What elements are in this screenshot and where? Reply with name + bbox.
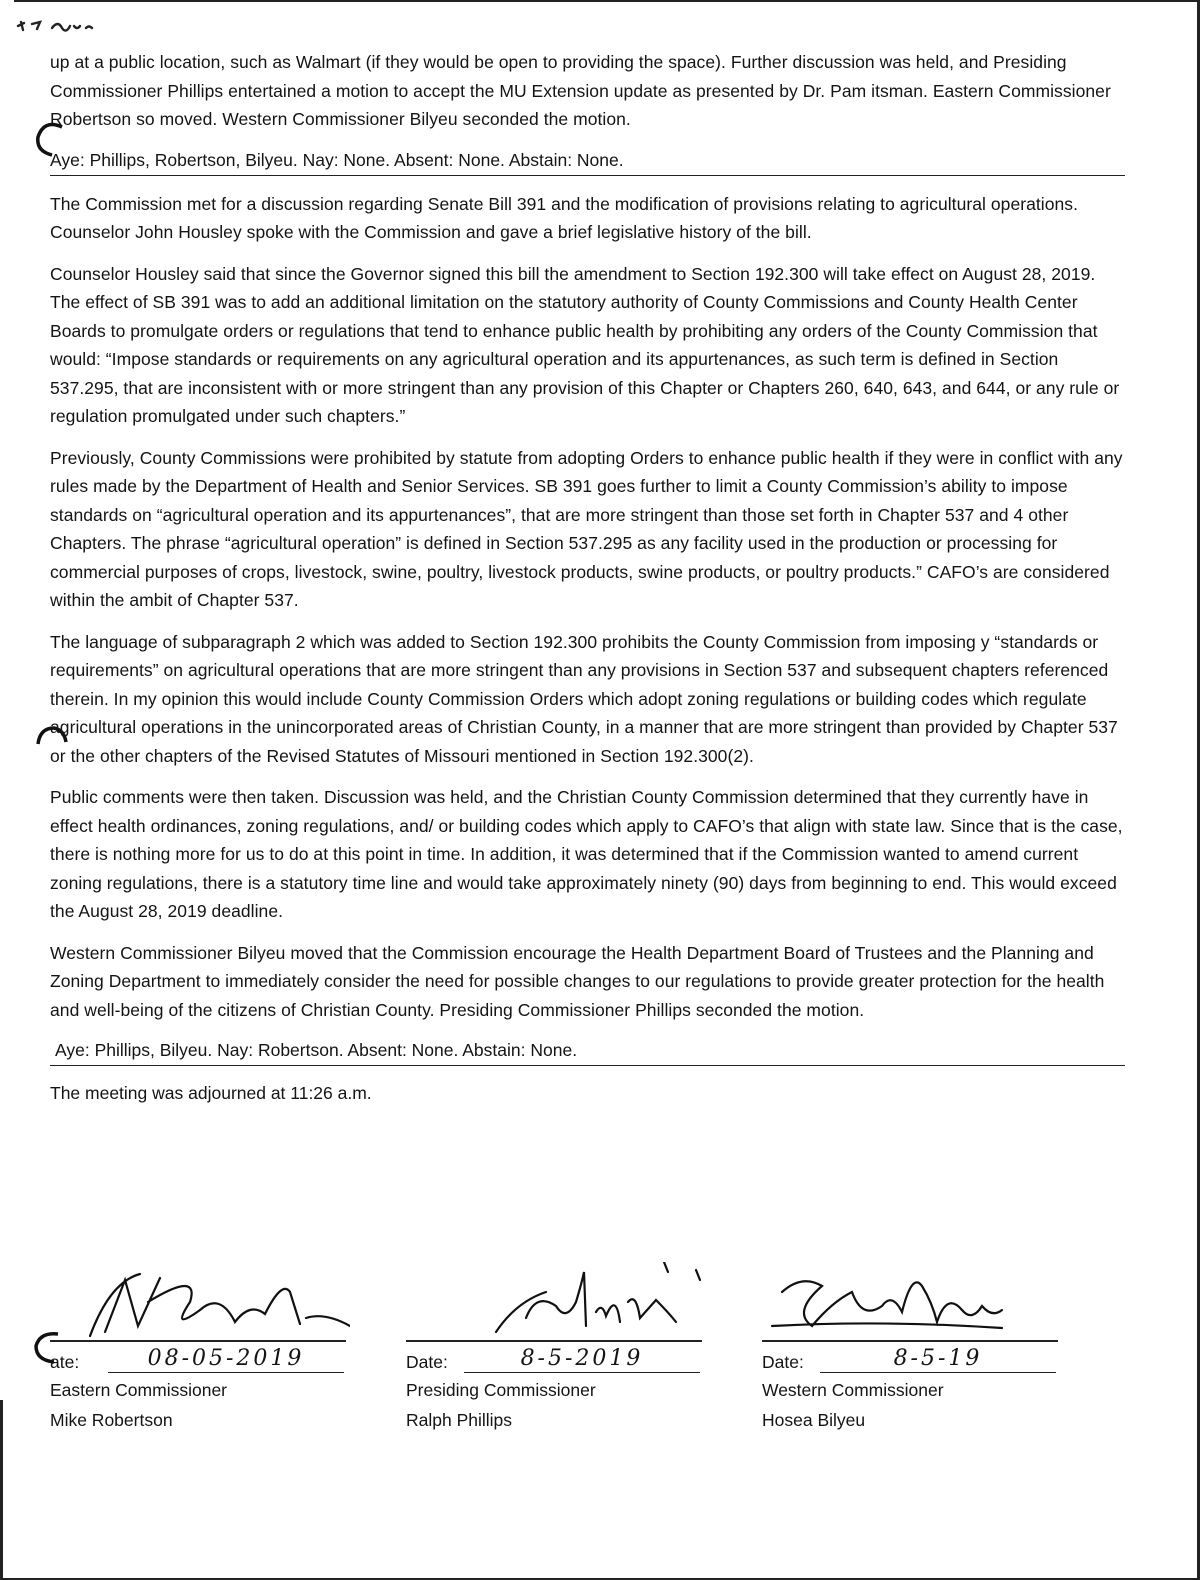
date-row [50,1346,350,1376]
signature-line [762,1340,1058,1342]
adjournment-note: The meeting was adjourned at 11:26 a.m. [50,1083,372,1103]
signature-block [50,1262,1130,1452]
page-top-border [14,0,1200,2]
date-value: 8-5-19 [820,1346,1056,1373]
paragraph-subparagraph: The language of subparagraph 2 which was added to Section 192.300 prohibits the County Commission from imposing y “standards or requirements” on agricultural operations that are more stringent than any provisions in Section 537 and subsequent chapters referenced therein. In my opinion this would include County Commission Orders which adopt zoning regulations or building codes which regulate agricultural operations in the unincorporated areas of Christian County, in a manner that are more stringent than provided by Chapter 537 or the other chapters of the Revised Statutes of Missouri mentioned in Section 192.300(2). [50,631,1118,766]
vote-result-2: Aye: Phillips, Bilyeu. Nay: Robertson. Absent: None. Abstain: None. [50,1037,1125,1066]
commissioner-title: Western Commissioner [762,1380,944,1400]
handwritten-signature [762,1262,1062,1342]
paragraph-housley-statement: Counselor Housley said that since the Governor signed this bill the amendment to Section 192.300 will take effect on August 28, 2019. The effect of SB 391 was to add an additional limitation on the statutory authority of County Commissions and County Health Center Boards to promulgate orders or regulations that tend to enhance public health by prohibiting any orders of the County Commission that would: “Impose standards or requirements on any agricultural operation and its appurtenances, as such term is defined in Section 537.295, that are inconsistent with or more stringent than any provision of this Chapter or Chapters 260, 640, 643, and 644, or any rule or regulation promulgated under such chapters.” [50,263,1120,426]
date-row [406,1346,706,1376]
vote-result-1: Aye: Phillips, Robertson, Bilyeu. Nay: None. Absent: None. Abstain: None. [50,147,1125,176]
date-label: Date: [406,1352,448,1372]
signature-line [50,1340,346,1342]
date-value: 8-5-2019 [464,1346,700,1373]
paragraph-previously: Previously, County Commissions were prohibited by statute from adopting Orders to enhance public health if they were in conflict with any rules made by the Department of Health and Senior Services. SB 391 goes further to limit a County Commission’s ability to impose standards on “agricultural operation and its appurtenances”, that are more stringent than those set forth in Chapter 537 and 4 other Chapters. The phrase “agricultural operation” is defined in Section 537.295 as any facility used in the production or processing for commercial purposes of crops, livestock, swine, poultry, livestock products, swine products, or poultry products.” CAFO’s are considered within the ambit of Chapter 537. [50,447,1123,610]
signature-line [406,1340,702,1342]
handwritten-signature [50,1262,350,1342]
signature-western-commissioner [762,1262,1062,1452]
minutes-body [50,48,1125,1106]
signature-eastern-commissioner [50,1262,350,1452]
date-value: 08-05-2019 [108,1346,344,1373]
paragraph-senate-bill-intro: The Commission met for a discussion regarding Senate Bill 391 and the modification of provisions relating to agricultural operations. Counselor John Housley spoke with the Commission and gave a brief legislative history of the bill. [50,193,1079,242]
commissioner-title: Presiding Commissioner [406,1380,596,1400]
paragraph-motion-continued: up at a public location, such as Walmart (if they would be open to providing the space). Further discussion was held, and Presiding Commissioner Phillips entertained a motion to accept the MU Extension update as presented by Dr. Pam itsman. Eastern Commissioner Robertson so moved. Western Commissioner Bilyeu seconded the motion. [50,52,1111,129]
date-label: Date: [762,1352,804,1372]
date-label: ate: [50,1352,80,1372]
corner-scribble-mark [12,14,112,42]
paragraph-public-comments: Public comments were then taken. Discussion was held, and the Christian County Commission determined that they currently have in effect health ordinances, zoning regulations, and/ or building codes which apply to CAFO’s that align with state law. Since that is the case, there is nothing more for us to do at this point in time. In addition, it was determined that if the Commission wanted to amend current zoning regulations, there is a statutory time line and would take approximately ninety (90) days from beginning to end. This would exceed the August 28, 2019 deadline. [50,787,1123,921]
paragraph-bilyeu-motion: Western Commissioner Bilyeu moved that the Commission encourage the Health Department Board of Trustees and the Planning and Zoning Department to immediately consider the need for possible changes to our regulations to provide greater protection for the health and well-being of the citizens of Christian County. Presiding Commissioner Phillips seconded the motion. [50,942,1105,1020]
handwritten-signature [406,1262,706,1342]
page-left-border [0,1400,3,1580]
date-row [762,1346,1062,1376]
commissioner-name: Mike Robertson [50,1410,173,1430]
commissioner-title: Eastern Commissioner [50,1380,227,1400]
commissioner-name: Ralph Phillips [406,1410,513,1430]
signature-presiding-commissioner [406,1262,706,1452]
commissioner-name: Hosea Bilyeu [762,1410,866,1430]
